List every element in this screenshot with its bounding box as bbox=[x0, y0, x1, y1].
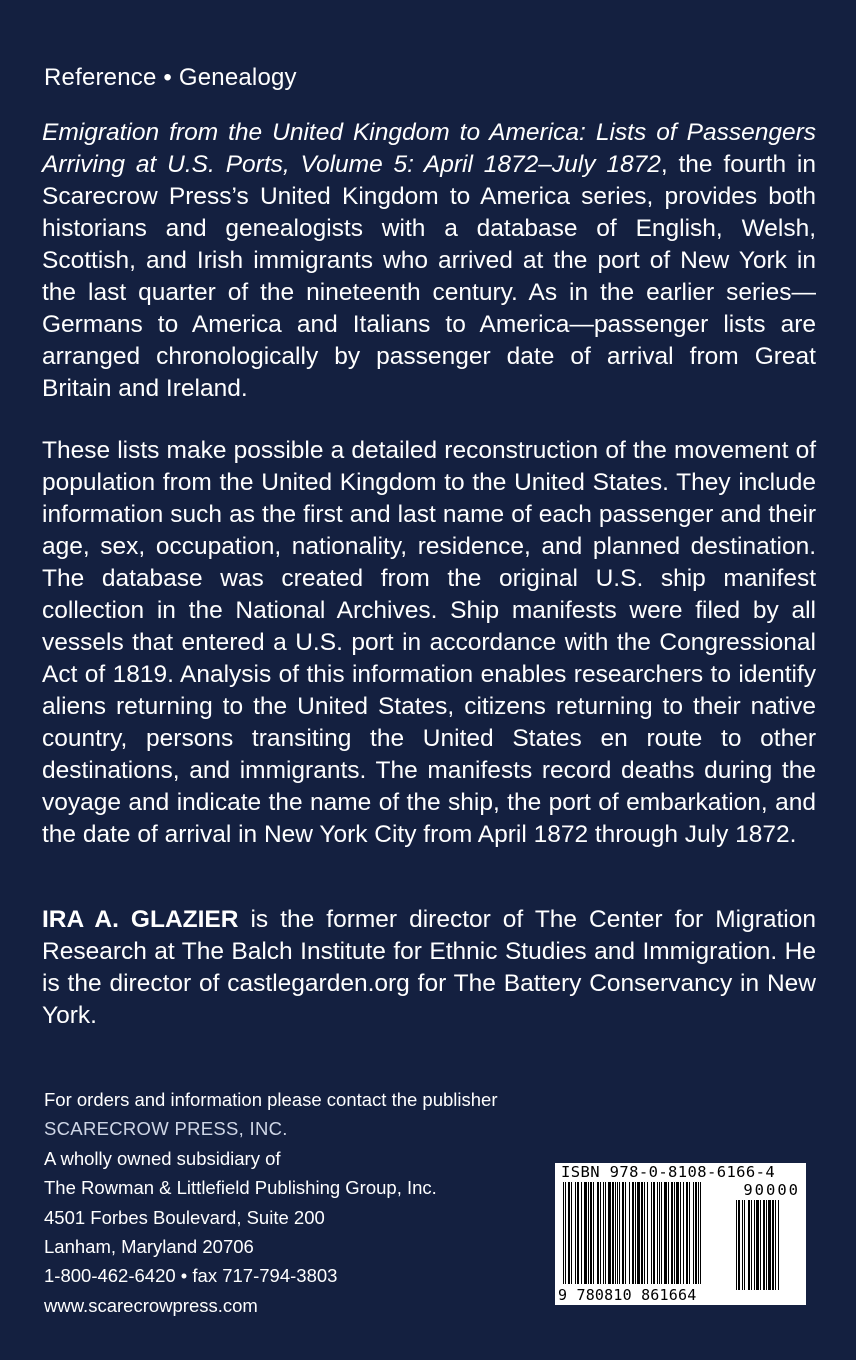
barcode-bar bbox=[700, 1182, 701, 1284]
barcode-bar bbox=[619, 1182, 620, 1284]
barcode-bar bbox=[664, 1182, 667, 1284]
barcode-bar bbox=[603, 1182, 604, 1284]
barcode-bar bbox=[653, 1182, 655, 1284]
barcode-bar bbox=[738, 1200, 740, 1290]
barcode-bar bbox=[644, 1182, 645, 1284]
publishing-group: The Rowman & Littlefield Publishing Group, Inc. bbox=[44, 1177, 437, 1199]
book-title: Emigration from the United Kingdom to America: Lists of Passengers Arriving at U.S. Ports, Volume 5: April 1872–July 1872 bbox=[42, 119, 816, 178]
barcode-bar bbox=[748, 1200, 750, 1290]
publisher-contact bbox=[44, 1085, 498, 1320]
barcode-bar bbox=[742, 1200, 743, 1290]
barcode-bar bbox=[584, 1182, 587, 1284]
barcode-bar bbox=[612, 1182, 614, 1284]
barcode-bar bbox=[593, 1182, 594, 1284]
barcode-bar bbox=[563, 1182, 564, 1284]
barcode-bar bbox=[775, 1200, 776, 1290]
price-code: 90000 bbox=[743, 1181, 800, 1199]
barcode-bar bbox=[635, 1182, 636, 1284]
barcode-bar bbox=[661, 1182, 662, 1284]
contact-intro: For orders and information please contact the publisher bbox=[44, 1089, 498, 1110]
barcode-bar bbox=[625, 1182, 626, 1284]
isbn-digits: 9 780810 861664 bbox=[558, 1286, 697, 1304]
barcode-bar bbox=[629, 1182, 630, 1284]
barcode-bar bbox=[693, 1182, 694, 1284]
barcode-bar bbox=[676, 1182, 679, 1284]
website-link[interactable]: www.scarecrowpress.com bbox=[44, 1294, 258, 1316]
barcode-bar bbox=[605, 1182, 606, 1284]
intro-body: , the fourth in Scarecrow Press’s United Kingdom to America series, provides both historians and genealogists with a database of English, Welsh, Scottish, and Irish immigrants who arrived at the port of New York in the last quarter of the nineteenth century. As in the earlier series—Germans to America and Italians to America—passenger lists are arranged chronologically by passenger date of arrival from Great Britain and Ireland. bbox=[42, 151, 816, 402]
barcode-bar bbox=[668, 1182, 669, 1284]
city-address: Lanham, Maryland 20706 bbox=[44, 1236, 254, 1258]
barcode-bar bbox=[689, 1182, 690, 1284]
barcode-bar bbox=[600, 1182, 601, 1284]
barcode-bar bbox=[622, 1182, 624, 1284]
barcode-bar bbox=[565, 1182, 566, 1284]
barcode-bar bbox=[736, 1200, 737, 1290]
barcode-bars-icon bbox=[563, 1182, 713, 1284]
price-barcode-bars-icon bbox=[736, 1200, 798, 1290]
barcode-bar bbox=[575, 1182, 576, 1284]
barcode-bar bbox=[637, 1182, 640, 1284]
barcode-bar bbox=[588, 1182, 589, 1284]
barcode-bar bbox=[577, 1182, 579, 1284]
barcode-bar bbox=[680, 1182, 681, 1284]
barcode-bar bbox=[597, 1182, 599, 1284]
barcode-bar bbox=[632, 1182, 634, 1284]
barcode-bar bbox=[659, 1182, 660, 1284]
barcode-bar bbox=[647, 1182, 648, 1284]
barcode-bar bbox=[615, 1182, 616, 1284]
barcode-bar bbox=[766, 1200, 767, 1290]
barcode-bar bbox=[698, 1182, 699, 1284]
phone-fax: 1-800-462-6420 • fax 717-794-3803 bbox=[44, 1265, 338, 1287]
barcode-bar bbox=[763, 1200, 765, 1290]
barcode-bar bbox=[768, 1200, 771, 1290]
barcode-bar bbox=[751, 1200, 752, 1290]
description-paragraph: These lists make possible a detailed reconstruction of the movement of population from the United Kingdom to the United States. They include information such as the first and last name of each passenger and their age, sex, occupation, nationality, residence, and planned destination. The database was created from the original U.S. ship manifest collection in the National Archives. Ship manifests were filed by all vessels that entered a U.S. port in accordance with the Congressional Act of 1819. Analysis of this information enables researchers to identify aliens returning to the United States, citizens returning to their native country, persons transiting the United States en route to other destinations, and immigrants. The manifests record deaths during the voyage and indicate the name of the ship, the port of embarkation, and the date of arrival in New York City from April 1872 through July 1872. bbox=[42, 437, 816, 848]
category-label: Reference • Genealogy bbox=[44, 64, 297, 91]
barcode-bar bbox=[686, 1182, 688, 1284]
barcode-bar bbox=[744, 1200, 745, 1290]
publisher-name: SCARECROW PRESS, INC. bbox=[44, 1118, 288, 1140]
barcode-bar bbox=[772, 1200, 774, 1290]
intro-paragraph bbox=[42, 117, 816, 405]
barcode-bar bbox=[581, 1182, 582, 1284]
barcode-bar bbox=[571, 1182, 572, 1284]
author-name: IRA A. GLAZIER bbox=[42, 906, 239, 933]
barcode-bar bbox=[641, 1182, 643, 1284]
barcode-bar bbox=[617, 1182, 618, 1284]
barcode-bar bbox=[756, 1200, 759, 1290]
barcode-bar bbox=[754, 1200, 755, 1290]
barcode-bar bbox=[671, 1182, 673, 1284]
barcode-bar bbox=[568, 1182, 570, 1284]
street-address: 4501 Forbes Boulevard, Suite 200 bbox=[44, 1206, 325, 1228]
barcode-bar bbox=[778, 1200, 779, 1290]
author-bio: is the former director of The Center for Migration Research at The Balch Institute for Ethnic Studies and Immigration. He is the director of castlegarden.org for The Battery Conservancy in New York. bbox=[42, 906, 816, 1029]
barcode-bar bbox=[657, 1182, 658, 1284]
isbn-barcode bbox=[555, 1163, 806, 1305]
barcode-bar bbox=[683, 1182, 684, 1284]
barcode-bar bbox=[695, 1182, 697, 1284]
author-bio-paragraph bbox=[42, 904, 816, 1032]
isbn-label: ISBN 978-0-8108-6166-4 bbox=[561, 1163, 776, 1181]
barcode-bar bbox=[674, 1182, 675, 1284]
barcode-bar bbox=[608, 1182, 611, 1284]
subsidiary-line: A wholly owned subsidiary of bbox=[44, 1147, 281, 1169]
barcode-bar bbox=[760, 1200, 761, 1290]
barcode-bar bbox=[651, 1182, 652, 1284]
barcode-bar bbox=[590, 1182, 592, 1284]
